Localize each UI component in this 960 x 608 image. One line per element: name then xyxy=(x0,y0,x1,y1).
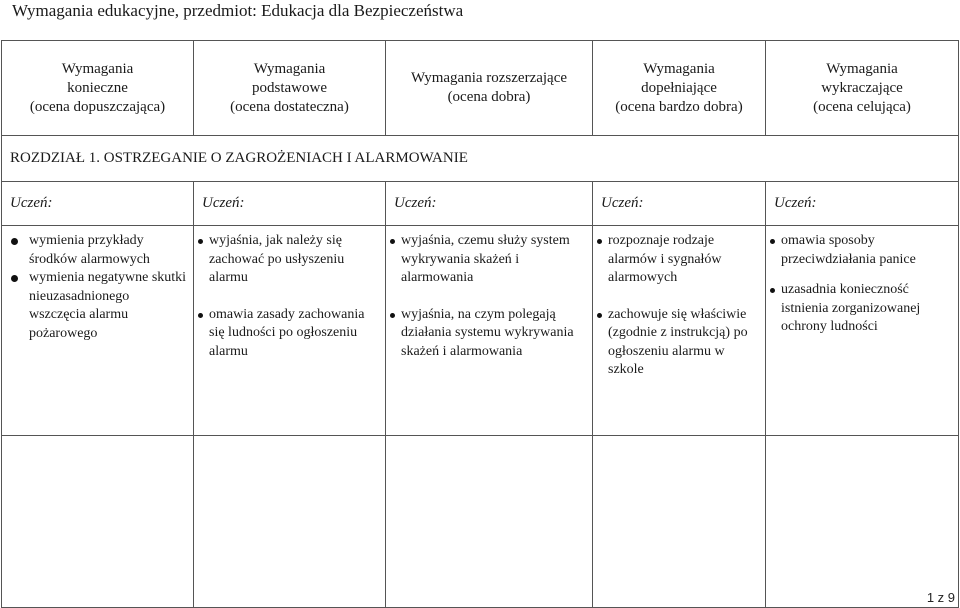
header-cell-podstawowe xyxy=(194,41,386,136)
header-cell-dopelniajace xyxy=(593,41,766,136)
document-title: Wymagania edukacyjne, przedmiot: Edukacja dla Bezpieczeństwa xyxy=(12,1,464,20)
requirements-cell-podstawowe xyxy=(194,226,386,436)
empty-cell xyxy=(593,436,766,608)
student-label: Uczeń: xyxy=(194,182,386,226)
requirements-cell-wykraczajace xyxy=(766,226,959,436)
list-item: omawia sposoby przeciwdziałania panice xyxy=(766,232,958,269)
list-item: zachowuje się właściwie (zgodnie z instrukcją) po ogłoszeniu alarmu w szkole xyxy=(593,306,765,380)
requirements-cell-rozszerzajace xyxy=(386,226,593,436)
header-row xyxy=(2,41,959,136)
student-label: Uczeń: xyxy=(593,182,766,226)
header-line: Wymagania rozszerzające xyxy=(410,70,568,86)
header-line: konieczne xyxy=(67,79,128,96)
requirements-list xyxy=(2,232,193,343)
list-item: wymienia negatywne skutki nieuzasadnionego wszczęcia alarmu pożarowego xyxy=(2,269,193,343)
header-line: Wymagania xyxy=(61,60,134,77)
header-cell-wykraczajace xyxy=(766,41,959,136)
header-line: (ocena dostateczna) xyxy=(230,98,349,115)
header-line: Wymagania xyxy=(253,60,326,77)
header-line: (ocena celująca) xyxy=(813,98,911,115)
header-line: podstawowe xyxy=(252,79,327,96)
section-title: ROZDZIAŁ 1. OSTRZEGANIE O ZAGROŻENIACH I ALARMOWANIE xyxy=(2,136,959,182)
list-item: wymienia przykłady środków alarmowych xyxy=(2,232,193,269)
header-line: Wymagania xyxy=(643,60,715,77)
header-cell-konieczne xyxy=(2,41,194,136)
header-line: (ocena bardzo dobra) xyxy=(615,98,743,115)
requirements-cell-dopelniajace xyxy=(593,226,766,436)
list-item: wyjaśnia, jak należy się zachować po usłyszeniu alarmu xyxy=(194,232,385,288)
requirements-row xyxy=(2,226,959,436)
header-line: wykraczające xyxy=(821,79,903,96)
header-cell-rozszerzajace xyxy=(386,41,593,136)
list-item: wyjaśnia, na czym polegają działania systemu wykrywania skażeń i alarmowania xyxy=(386,306,592,362)
student-label: Uczeń: xyxy=(2,182,194,226)
header-line: (ocena dopuszczająca) xyxy=(29,98,166,115)
student-label: Uczeń: xyxy=(386,182,593,226)
page-number: 1 z 9 xyxy=(926,590,955,605)
header-line: dopełniające xyxy=(641,79,717,96)
empty-row xyxy=(2,436,959,608)
requirements-list xyxy=(194,232,385,361)
requirements-table xyxy=(1,40,959,608)
empty-cell xyxy=(2,436,194,608)
requirements-list xyxy=(593,232,765,380)
list-item: rozpoznaje rodzaje alarmów i sygnałów alarmowych xyxy=(593,232,765,288)
section-row xyxy=(2,136,959,182)
list-item: wyjaśnia, czemu służy system wykrywania skażeń i alarmowania xyxy=(386,232,592,288)
list-item: uzasadnia konieczność istnienia zorganizowanej ochrony ludności xyxy=(766,281,958,337)
empty-cell xyxy=(766,436,959,608)
header-line: (ocena dobra) xyxy=(447,89,531,105)
student-label: Uczeń: xyxy=(766,182,959,226)
header-line: Wymagania xyxy=(826,60,898,77)
empty-cell xyxy=(386,436,593,608)
list-item: omawia zasady zachowania się ludności po ogłoszeniu alarmu xyxy=(194,306,385,362)
requirements-list xyxy=(766,232,958,337)
requirements-list xyxy=(386,232,592,361)
empty-cell xyxy=(194,436,386,608)
student-label-row xyxy=(2,182,959,226)
requirements-cell-konieczne xyxy=(2,226,194,436)
